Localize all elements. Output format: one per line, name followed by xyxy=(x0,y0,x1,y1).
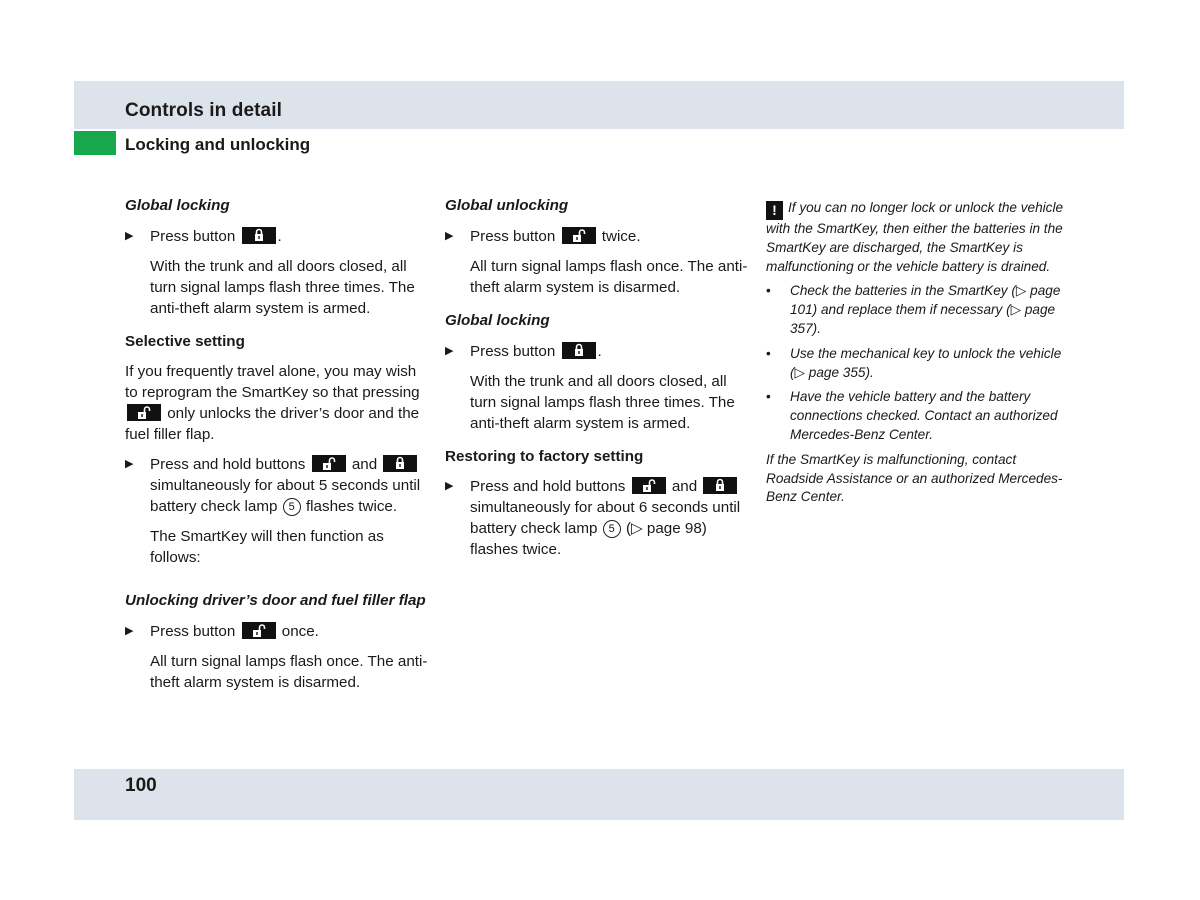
triangle-right-icon: ▶ xyxy=(125,625,134,637)
step-press-unlock-twice: ▶ Press button twice. xyxy=(445,228,641,245)
selective-description: If you frequently travel alone, you may wish to reprogram the SmartKey so that pressing only unlocks the driver’s door and the fuel filler flap. xyxy=(125,363,420,443)
heading-selective-setting: Selective setting xyxy=(125,333,245,350)
unlock-icon xyxy=(127,404,161,421)
step-result: The SmartKey will then function as follows: xyxy=(150,528,384,566)
step-result: With the trunk and all doors closed, all turn signal lamps flash three times. The anti-theft alarm system is armed. xyxy=(150,258,415,317)
note-intro: ! If you can no longer lock or unlock the vehicle with the SmartKey, then either the batteries in the SmartKey are discharged, the SmartKey is malfunctioning or the vehicle battery is drained. xyxy=(766,200,1064,274)
battery-lamp-number: 5 xyxy=(283,498,301,516)
footer-band xyxy=(74,769,1124,820)
bullet-dot: • xyxy=(766,283,771,299)
triangle-right-icon: ▶ xyxy=(125,230,134,242)
section-title: Locking and unlocking xyxy=(125,135,311,154)
step-press-lock: ▶ Press button . xyxy=(445,343,602,360)
heading-unlocking-driver-door: Unlocking driver’s door and fuel filler flap xyxy=(125,592,426,609)
lock-icon xyxy=(383,455,417,472)
bullet-dot: • xyxy=(766,345,771,361)
chapter-title: Controls in detail xyxy=(125,100,282,121)
section-marker xyxy=(74,131,116,155)
step-result: With the trunk and all doors closed, all turn signal lamps flash three times. The anti-theft alarm system is armed. xyxy=(470,373,735,432)
unlock-icon xyxy=(632,477,666,494)
step-press-unlock-once: ▶ Press button once. xyxy=(125,623,319,640)
step-press-hold: ▶ Press and hold buttons and simultaneously for about 6 seconds until battery check lamp 5 (▷ page 98) flashes twice. xyxy=(445,478,741,558)
lock-icon xyxy=(242,227,276,244)
bullet-dot: • xyxy=(766,389,771,405)
triangle-right-icon: ▶ xyxy=(445,230,454,242)
heading-restoring-factory-setting: Restoring to factory setting xyxy=(445,448,644,465)
note-bullet: • Have the vehicle battery and the battery connections checked. Contact an authorized Mercedes-Benz Center. xyxy=(766,389,1058,442)
heading-global-unlocking: Global unlocking xyxy=(445,197,569,214)
column-left xyxy=(125,195,430,702)
triangle-right-icon: ▶ xyxy=(445,480,454,492)
unlock-icon xyxy=(562,227,596,244)
triangle-right-icon: ▶ xyxy=(445,345,454,357)
step-result: All turn signal lamps flash once. The anti-theft alarm system is disarmed. xyxy=(470,258,748,296)
column-note xyxy=(766,199,1071,513)
page-number: 100 xyxy=(125,775,157,796)
step-press-lock: ▶ Press button . xyxy=(125,228,282,245)
battery-lamp-number: 5 xyxy=(603,520,621,538)
triangle-right-icon: ▶ xyxy=(125,458,134,470)
lock-icon xyxy=(703,477,737,494)
note-bullet: • Use the mechanical key to unlock the vehicle (▷ page 355). xyxy=(766,345,1062,380)
exclamation-icon: ! xyxy=(766,201,783,220)
unlock-icon xyxy=(242,622,276,639)
heading-global-locking: Global locking xyxy=(125,197,230,214)
note-bullet: • Check the batteries in the SmartKey (▷ page 101) and replace them if necessary (▷ page 357). xyxy=(766,283,1061,336)
unlock-icon xyxy=(312,455,346,472)
column-middle xyxy=(445,195,750,569)
lock-icon xyxy=(562,342,596,359)
step-result: All turn signal lamps flash once. The anti-theft alarm system is disarmed. xyxy=(150,653,428,691)
heading-global-locking: Global locking xyxy=(445,312,550,329)
step-press-hold: ▶ Press and hold buttons and simultaneously for about 5 seconds until battery check lamp 5 flashes twice. xyxy=(125,456,421,515)
note-outro: If the SmartKey is malfunctioning, contact Roadside Assistance or an authorized Mercedes-Benz Center. xyxy=(766,451,1063,505)
